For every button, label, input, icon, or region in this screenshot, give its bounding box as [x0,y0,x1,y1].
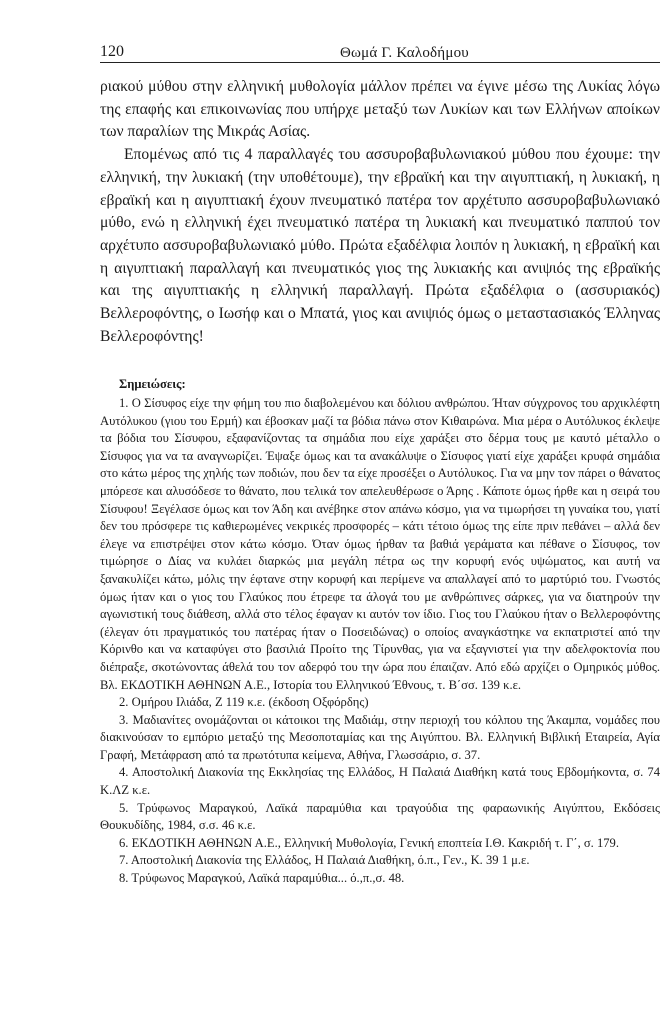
note-item: 5. Τρύφωνος Μαραγκού, Λαϊκά παραμύθια και τραγούδια της φαραωνικής Αιγύπτου, Εκδόσεις Θουκυδίδης, 1984, σ.σ. 46 κ.ε. [100,800,660,833]
header-rule [100,62,660,63]
running-head: Θωμά Γ. Καλοδήμου [340,45,469,61]
notes-section [100,376,660,888]
body-paragraph: Επομένως από τις 4 παραλλαγές του ασσυροβαβυλωνιακού μύθου που έχουμε: την ελληνική, την λυκιακή (την υποθέτουμε), την εβραϊκή και την αιγυπτιακή, η λυκιακή, η εβραϊκή και η αιγυπτιακή έχουν πνευματικό πατέρα τον αρχέτυπο ασσυροβαβυλωνιακό μύθο, ενώ η ελληνική έχει πνευματικό πατέρα τη λυκιακή και πνευματικό παππού τον αρχέτυπο ασσυροβαβυλωνιακό μύθο. Πρώτα εξαδέλφια λοιπόν η λυκιακή, η εβραϊκή και η αιγυπτιακή παραλλαγή και πνευματικός γιος της λυκιακής και ανιψιός της εβραϊκής και της αιγυπτιακής η ελληνική παραλλαγή. Πρώτα εξαδέλφια ο (ασσυριακός) Βελλεροφόντης, ο Ιωσήφ και ο Μπατά, γιος και ανιψιός όμως ο μεταστασιακός Έλληνας Βελλεροφόντης! [100,146,660,345]
note-item: 1. Ο Σίσυφος είχε την φήμη του πιο διαβολεμένου και δόλιου ανθρώπου. Ήταν σύγχρονος του αρχικλέφτη Αυτόλυκου (γιου του Ερμή) και έβοσκαν μαζί τα βόδια πάνω στον Κιθαιρώνα. Μια μέρα ο Αυτόλυκος έκλεψε τα βόδια του Σίσυφου, εξαφανίζοντας τα σημάδια που είχε χαράξει στο δέρμα τους με καυτό μέταλλο ο Σίσυφος για να τα αναγνωρίζει. Έψαξε όμως και τα ανακάλυψε ο Σίσυφος γιατί είχε χαράξει κρυφά σημάδια στο κάτω μέρος της χηλής των ποδιών, που δεν τα είχε προσέξει ο Αυτόλυκος. Για να μην τον πάρει ο θάνατος μπόρεσε και αλυσόδεσε το θάνατο, που τελικά τον απελευθέρωσε ο Άρης . Κάποτε όμως ήρθε και η σειρά του Σίσυφου! Ξεγέλασε όμως και τον Άδη και ανέβηκε στον απάνω κόσμο, για να τιμωρήσει τη γυναίκα του, γιατί δεν του πρόσφερε τις καθιερωμένες νεκρικές προσφορές – κάτι τέτοιο όμως της είπε πριν πεθάνει – αλλά δεν έλεγε να επιστρέψει στον κάτω κόσμο. Όταν όμως ήρθαν τα βαθιά γεράματα και πέθανε ο Σίσυφος, τον τιμώρησε ο Δίας να κυλάει διαρκώς μια μεγάλη πέτρα ως την κορυφή ενός υψώματος, και αυτή να ξανακυλίζει κάτω, μόλις την έφτανε στην κορυφή και περίμενε να απαλλαγεί από το μαρτύριό του. Γνωστός όμως ήταν και ο γιος του Γλαύκος που έτρεφε τα άλογά του με ανθρώπινες σάρκες, για να διατηρούν την αγωνιστική τους διάθεση, αλλά στο τέλος έφαγαν κι αυτόν τον ίδιο. Γιος του Γλαύκου ήταν ο Βελλεροφόντης (έλεγαν ότι πραγματικός του πατέρας ήταν ο Ποσειδώνας) ο οποίος αναγκάστηκε να εκπατριστεί από την Κόρινθο και να καταφύγει στο βασιλιά Προίτο της Τίρυνθας, για να εξαγνιστεί για την αδελφοκτονία που διέπραξε, σκοτώνοντας άθελά του τον αδερφό του την ώρα που έπαιζαν. Από εδώ αρχίζει ο Ομηρικός μύθος. Βλ. ΕΚΔΟΤΙΚΗ ΑΘΗΝΩΝ Α.Ε., Ιστορία του Ελληνικού Έθνους, τ. Β΄σσ. 139 κ.ε. [100,396,660,692]
note-item: 4. Αποστολική Διακονία της Εκκλησίας της Ελλάδος, Η Παλαιά Διαθήκη κατά τους Εβδομήκοντα, σ. 74 Κ.ΛΖ κ.ε. [100,765,660,798]
note-item: 6. ΕΚΔΟΤΙΚΗ ΑΘΗΝΩΝ Α.Ε., Ελληνική Μυθολογία, Γενική εποπτεία Ι.Θ. Κακριδή τ. Γ΄, σ. 179. [119,835,620,850]
note-item: 8. Τρύφωνος Μαραγκού, Λαϊκά παραμύθια... ό.,π.,σ. 48. [119,871,405,886]
note-item: 2. Ομήρου Ιλιάδα, Ζ 119 κ.ε. (έκδοση Οξφόρδης) [119,695,369,710]
notes-heading: Σημειώσεις: [119,377,186,391]
body-paragraph: ριακού μύθου στην ελληνική μυθολογία μάλλον πρέπει να έγινε μέσω της Λυκίας λόγω της επαφής και επικοινωνίας που υπήρχε μεταξύ των Λυκίων και των Ελλήνων αποίκων των παραλίων της Μικράς Ασίας. [100,78,660,141]
note-item: 7. Αποστολική Διακονία της Ελλάδος, Η Παλαιά Διαθήκη, ό.π., Γεν., Κ. 39 1 μ.ε. [119,853,530,868]
note-item: 3. Μαδιανίτες ονομάζονται οι κάτοικοι της Μαδιάμ, στην περιοχή του κόλπου της Άκαμπα, νομάδες που διακινούσαν το εμπόριο μεταξύ της Μεσοποταμίας και της Αιγύπτου. Βλ. Ελληνική Βιβλική Εταιρεία, Αγία Γραφή, Μετάφραση από τα πρωτότυπα κείμενα, Αθήνα, Γλωσσάριο, σ. 37. [100,712,660,762]
page-header [100,40,660,62]
page-number: 120 [100,43,124,60]
main-text [100,76,660,348]
